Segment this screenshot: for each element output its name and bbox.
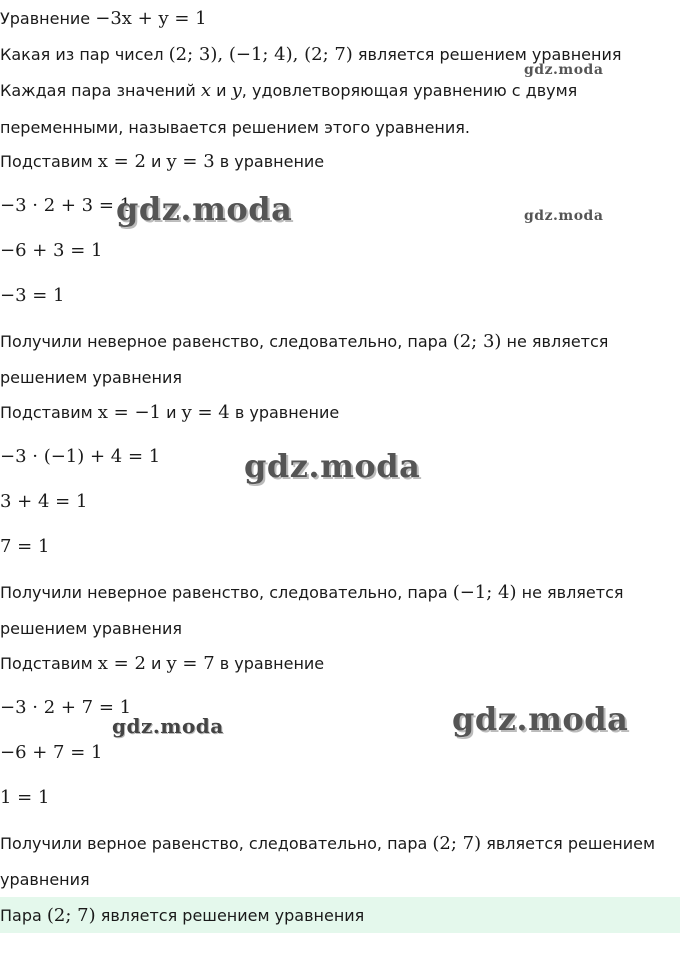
watermark-logo: gdz.moda [524,208,604,224]
text: Получили неверное равенство, следовательно, пара [0,583,453,602]
text: в уравнение [229,403,340,422]
math-x-value: x = 2 [97,151,146,172]
text: является решением [481,834,656,853]
conclusion-line-2: уравнения [0,870,90,889]
text: , удовлетворяющая уравнению с двумя [241,81,578,100]
calc-line: −6 + 7 = 1 [0,742,103,763]
watermark-logo: gdz.moda [524,62,604,78]
text: Подставим [0,654,98,673]
text: и [145,152,167,171]
text: Получили верное равенство, следовательно, пара [0,834,433,853]
text: Уравнение [0,9,96,28]
math-pairs: (2; 3), (−1; 4), (2; 7) [168,44,353,65]
text: и [161,403,182,422]
text: и [211,81,232,100]
calc-line: −6 + 3 = 1 [0,240,103,261]
conclusion-line-2: решением уравнения [0,368,182,387]
math-y-value: y = 7 [166,653,215,674]
watermark-logo: gdz.moda [116,190,293,228]
conclusion-line [0,833,655,855]
text: не является [501,332,609,351]
calc-line: 3 + 4 = 1 [0,491,88,512]
answer-line [0,905,364,927]
definition-line-1 [0,80,577,102]
text: является решением уравнения [352,45,622,64]
math-pair: (−1; 4) [452,582,517,603]
text: в уравнение [214,152,325,171]
math-pair: (2; 7) [46,905,96,926]
math-x-value: x = 2 [97,653,146,674]
math-y-value: y = 4 [181,402,230,423]
calc-line: −3 · 2 + 3 = 1 [0,195,132,216]
text: Пара [0,906,47,925]
substitute-line-3 [0,653,324,675]
conclusion-line [0,331,608,353]
text: Каждая пара значений [0,81,201,100]
math-x: x [200,80,212,101]
conclusion-line [0,582,624,604]
calc-line: 1 = 1 [0,787,50,808]
watermark-logo: gdz.moda [112,714,224,738]
equation-line [0,8,207,30]
math-y: y [231,80,242,101]
math-equation: −3x + y = 1 [95,8,207,29]
text: Подставим [0,152,98,171]
calc-line: 7 = 1 [0,536,50,557]
text: является решением уравнения [95,906,365,925]
watermark-logo: gdz.moda [244,447,421,485]
substitute-line-1 [0,151,324,173]
text: в уравнение [214,654,325,673]
substitute-line-2 [0,402,339,424]
definition-line-2: переменными, называется решением этого уравнения. [0,118,470,137]
math-x-value: x = −1 [97,402,162,423]
text: Какая из пар чисел [0,45,169,64]
text: Получили неверное равенство, следовательно, пара [0,332,453,351]
watermark-logo: gdz.moda [452,700,629,738]
text: и [145,654,167,673]
calc-line: −3 = 1 [0,285,65,306]
calc-line: −3 · 2 + 7 = 1 [0,697,132,718]
calc-line: −3 · (−1) + 4 = 1 [0,446,161,467]
math-pair: (2; 3) [452,331,502,352]
text: Подставим [0,403,98,422]
math-y-value: y = 3 [166,151,215,172]
text: не является [516,583,624,602]
math-pair: (2; 7) [432,833,482,854]
conclusion-line-2: решением уравнения [0,619,182,638]
